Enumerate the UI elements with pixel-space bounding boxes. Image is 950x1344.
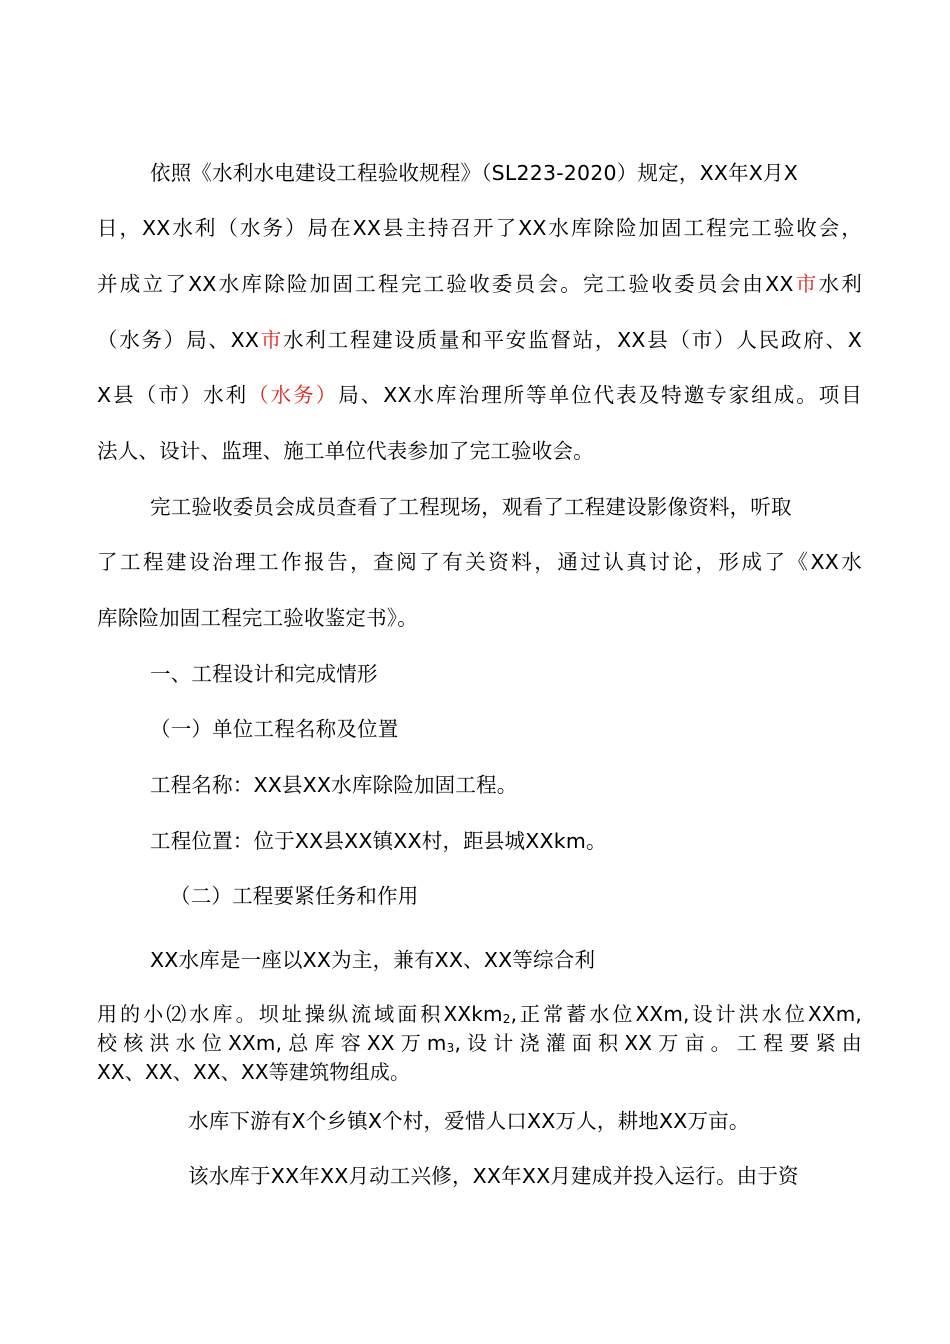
- paragraph-5: 该水库于XX年XX月动工兴修，XX年XX月建成并投入运行。由于资: [188, 1164, 799, 1188]
- text-run: X县（市）水利: [97, 383, 249, 407]
- paragraph-2-line-3: 库除险加固工程完工验收鉴定书》。: [97, 606, 418, 630]
- project-location: 工程位置：位于XX县XX镇XX村，距县城XXkm。: [150, 829, 607, 853]
- paragraph-1-line-5: [97, 383, 862, 407]
- section-heading: 一、工程设计和完成情形: [150, 662, 378, 686]
- paragraph-1-line-3: [97, 272, 862, 296]
- paragraph-3-line-2: [97, 1002, 862, 1029]
- highlighted-text: （水务）: [248, 383, 339, 407]
- text-run: 水利: [818, 272, 863, 296]
- paragraph-4: 水库下游有X个乡镇X个村，爱惜人口XX万人，耕地XX万亩。: [188, 1109, 750, 1133]
- superscript-unit: 3: [446, 1041, 455, 1055]
- paragraph-2-line-2: 了工程建设治理工作报告，查阅了有关资料，通过认真讨论，形成了《XX水: [97, 550, 862, 574]
- highlighted-text: 市: [793, 272, 819, 296]
- text-run: 并成立了XX水库除险加固工程完工验收委员会。完工验收委员会由XX: [97, 272, 794, 296]
- text-run: 用的小⑵水库。坝址操纵流域面积XXkm: [97, 1002, 503, 1026]
- text-run: ,设计浇灌面积XX万亩。工程要紧由: [454, 1031, 862, 1055]
- paragraph-3-line-1: XX水库是一座以XX为主，兼有XX、XX等综合利: [150, 948, 596, 972]
- subsection-heading-1: （一）单位工程名称及位置: [150, 717, 399, 741]
- paragraph-2-line-1: 完工验收委员会成员查看了工程现场，观看了工程建设影像资料，听取: [150, 495, 792, 519]
- highlighted-text: 市: [259, 328, 284, 352]
- text-run: （水务）局、XX: [97, 328, 260, 352]
- text-run: 局、XX水库治理所等单位代表及特邀专家组成。项目: [338, 383, 862, 407]
- text-run: 校核洪水位XXm,总库容XX万m: [97, 1031, 447, 1055]
- text-run: ,正常蓄水位XXm,设计洪水位XXm,: [510, 1002, 862, 1026]
- superscript-unit: 2: [502, 1012, 511, 1026]
- subsection-heading-2: （二）工程要紧任务和作用: [170, 884, 419, 908]
- text-run: 水利工程建设质量和平安监督站，XX县（市）人民政府、X: [283, 328, 862, 352]
- paragraph-1-line-2: 日，XX水利（水务）局在XX县主持召开了XX水库除险加固工程完工验收会，: [97, 216, 862, 240]
- paragraph-1-line-6: 法人、设计、监理、施工单位代表参加了完工验收会。: [97, 439, 594, 463]
- paragraph-3-line-3: [97, 1031, 862, 1058]
- paragraph-3-line-4: XX、XX、XX、XX等建筑物组成。: [97, 1060, 411, 1084]
- paragraph-1-line-4: [97, 328, 862, 352]
- paragraph-1-line-1: 依照《水利水电建设工程验收规程》（SL223-2020）规定，XX年X月X: [150, 161, 798, 185]
- project-name: 工程名称：XX县XX水库除险加固工程。: [150, 773, 518, 797]
